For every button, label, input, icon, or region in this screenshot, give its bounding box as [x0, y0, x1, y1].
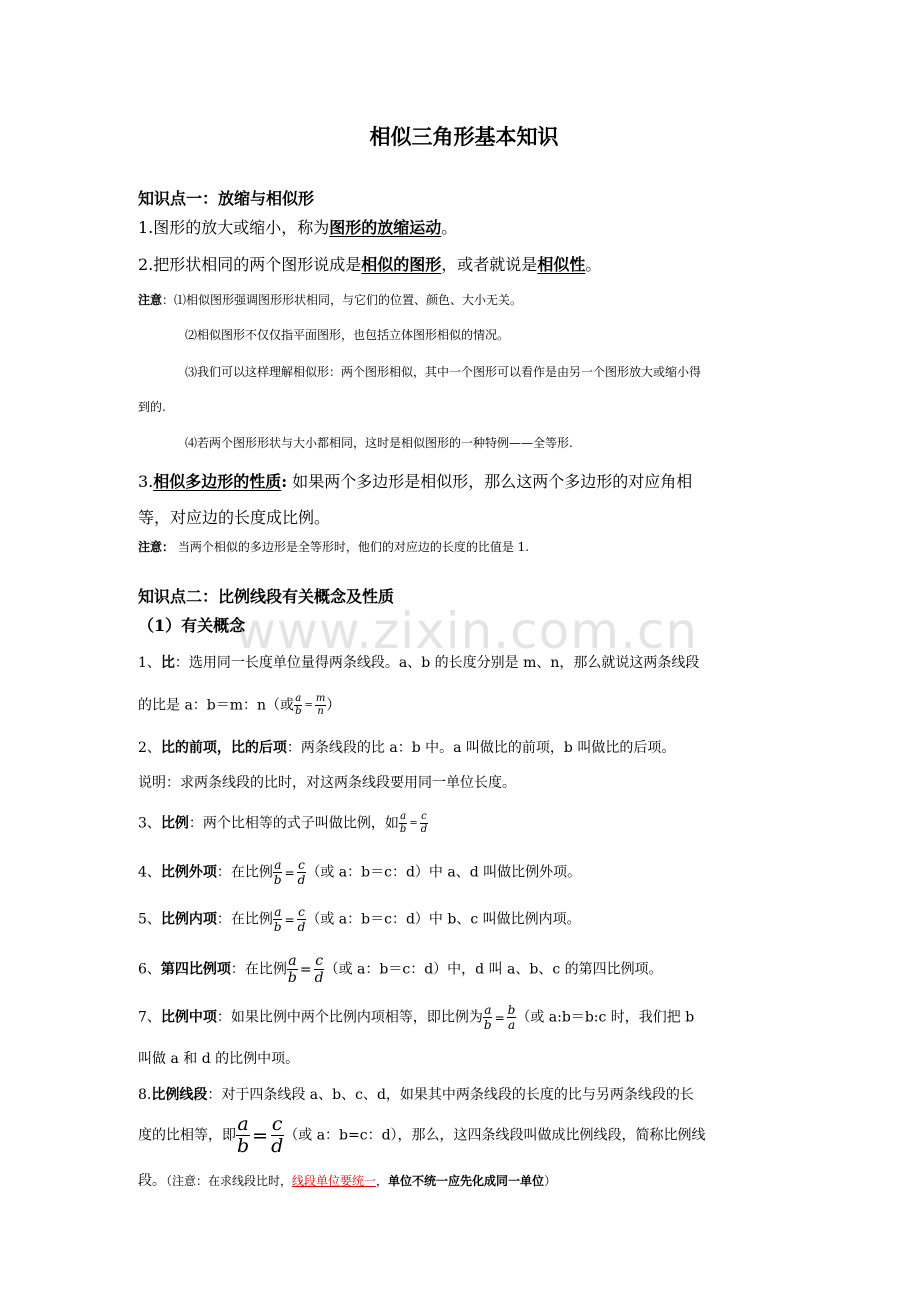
note-units-unified: 线段单位要统一 [292, 1174, 377, 1188]
item-8-cont: 度的比相等，即 $\frac{a}{b}$ = $\frac{c}{d}$ （或 a：b=c：d），那么，这四条线段叫做成比例线段，简称比例线 [138, 1113, 706, 1157]
item-8-line3: 段。（注意：在求线段比时，线段单位要统一，单位不统一应先化成同一单位） [138, 1173, 557, 1189]
note-1: 注意：⑴相似图形强调图形形状相同，与它们的位置、颜色、大小无关。 [138, 293, 523, 307]
section-heading-2: 知识点二：比例线段有关概念及性质 [138, 587, 395, 606]
paragraph-3-cont: 等，对应边的长度成比例。 [138, 508, 331, 527]
fraction-a-b-c-d: $\frac{a}{b}$ = $\frac{c}{d}$ [273, 858, 306, 887]
fraction-a-b-c-d: $\frac{a}{b}$ = $\frac{c}{d}$ [273, 905, 306, 934]
paragraph-3: 3.相似多边形的性质: 如果两个多边形是相似形，那么这两个多边形的对应角相 [138, 472, 693, 491]
note-5: 注意： 当两个相似的多边形是全等形时，他们的对应边的长度的比值是 1. [138, 540, 530, 554]
fraction-a-b-c-d: $\frac{a}{b}$ = $\frac{c}{d}$ [399, 811, 428, 835]
item-7: 7、比例中项：如果比例中两个比例内项相等，即比例为 $\frac{a}{b}$ = $\frac{b}{a}$ （或 a:b＝b:c 时，我们把 b [138, 1003, 695, 1032]
item-8: 8.比例线段：对于四条线段 a、b、c、d，如果其中两条线段的长度的比与另两条线段的长 [138, 1087, 694, 1103]
item-7-cont: 叫做 a 和 d 的比例中项。 [138, 1051, 300, 1067]
item-2: 2、比的前项，比的后项：两条线段的比 a：b 中。a 叫做比的前项，b 叫做比的后项。 [138, 740, 676, 756]
note-3-cont: 到的. [138, 400, 166, 414]
term-similar-figures: 相似的图形 [361, 255, 442, 274]
item-2-note: 说明：求两条线段的比时，对这两条线段要用同一单位长度。 [138, 775, 516, 791]
item-6: 6、第四比例项：在比例 $\frac{a}{b}$ = $\frac{c}{d}$ （或 a：b＝c：d）中，d 叫 a、b、c 的第四比例项。 [138, 953, 663, 986]
term-scaling: 图形的放缩运动 [329, 218, 442, 237]
term-antecedent-consequent: 比的前项，比的后项 [160, 740, 287, 756]
term-ratio: 比 [160, 655, 175, 671]
item-3: 3、比例：两个比相等的式子叫做比例，如 $\frac{a}{b}$ = $\frac{c}{d}$ [138, 811, 428, 835]
subsection-heading: （1）有关概念 [138, 616, 246, 635]
item-1: 1、比：选用同一长度单位量得两条线段。a、b 的长度分别是 m、n，那么就说这两条线段 [138, 655, 700, 671]
term-proportional-segments: 比例线段 [151, 1087, 208, 1103]
note-3: ⑶我们可以这样理解相似形：两个图形相似，其中一个图形可以看作是由另一个图形放大或缩小得 [185, 365, 702, 379]
fraction-a-b-c-d-large: $\frac{a}{b}$ = $\frac{c}{d}$ [237, 1113, 284, 1157]
page-title: 相似三角形基本知识 [369, 124, 559, 149]
watermark: www.zixin.com.cn [235, 602, 699, 660]
item-4: 4、比例外项：在比例 $\frac{a}{b}$ = $\frac{c}{d}$ （或 a：b＝c：d）中 a、d 叫做比例外项。 [138, 858, 582, 887]
fraction-a-b-b-a: $\frac{a}{b}$ = $\frac{b}{a}$ [483, 1003, 516, 1032]
note-2: ⑵相似图形不仅仅指平面图形，也包括立体图形相似的情况。 [185, 328, 510, 342]
term-fourth-proportional: 第四比例项 [160, 961, 231, 978]
note-convert-units: 单位不统一应先化成同一单位 [388, 1174, 545, 1188]
paragraph-1: 1.图形的放大或缩小，称为图形的放缩运动。 [138, 218, 458, 237]
term-proportion: 比例 [160, 815, 189, 832]
term-mean-proportional: 比例中项 [160, 1009, 217, 1026]
paragraph-2: 2.把形状相同的两个图形说成是相似的图形，或者就说是相似性。 [138, 255, 602, 274]
fraction-a-b-c-d: $\frac{a}{b}$ = $\frac{c}{d}$ [287, 953, 324, 986]
fraction-a-b-m-n: $\frac{a}{b}$ = $\frac{m}{n}$ [295, 693, 326, 717]
term-similar-polygons: 相似多边形的性质 [153, 472, 282, 491]
section-heading-1: 知识点一：放缩与相似形 [138, 189, 315, 208]
note-4: ⑷若两个图形形状与大小都相同，这时是相似图形的一种特例——全等形. [185, 436, 573, 450]
item-5: 5、比例内项：在比例 $\frac{a}{b}$ = $\frac{c}{d}$ （或 a：b＝c：d）中 b、c 叫做比例内项。 [138, 905, 581, 934]
term-means: 比例内项 [160, 911, 217, 928]
item-1-cont: 的比是 a：b＝m：n（或 $\frac{a}{b}$ = $\frac{m}{n}$ ） [138, 693, 341, 717]
term-extremes: 比例外项 [160, 864, 217, 881]
term-similarity: 相似性 [537, 255, 586, 274]
